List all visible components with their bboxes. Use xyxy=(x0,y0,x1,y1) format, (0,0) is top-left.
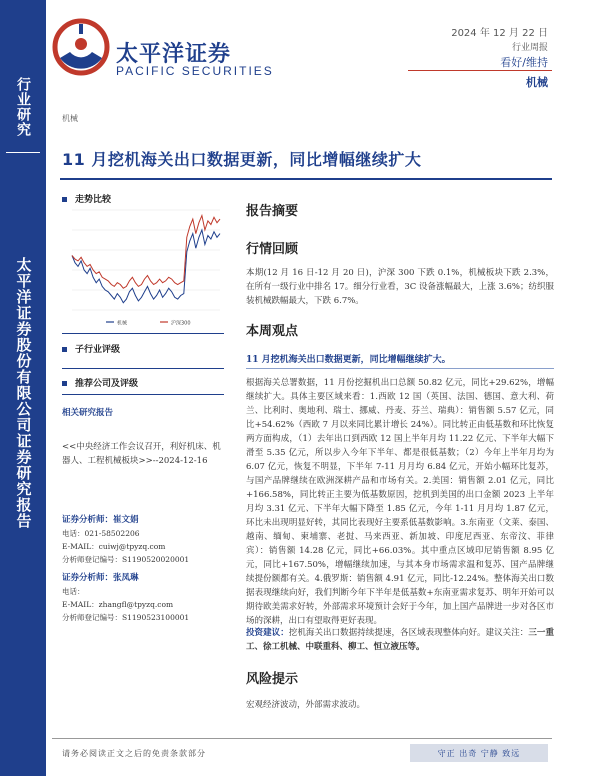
report-type: 行业周报 xyxy=(511,43,548,53)
logo-chinese-name: 太平洋证券 xyxy=(116,42,232,67)
left-divider xyxy=(62,394,224,395)
risk-heading: 风险提示 xyxy=(246,672,299,687)
analyst1-phone: 电话：021-58502206 xyxy=(62,529,140,538)
left-divider xyxy=(62,368,224,369)
rating-divider xyxy=(408,70,552,71)
sidebar-category: 行业研究 xyxy=(15,77,31,137)
analyst2-phone: 电话： xyxy=(62,587,85,596)
footer-divider xyxy=(52,738,552,739)
related-heading: 相关研究报告 xyxy=(62,408,114,418)
title-divider xyxy=(60,178,552,180)
chart-legend xyxy=(106,320,191,327)
recommend-label: 推荐公司及评级 xyxy=(75,379,139,389)
trend-chart xyxy=(62,204,224,329)
footer-disclaimer: 请务必阅读正文之后的免责条款部分 xyxy=(62,749,206,758)
legend-label-machinery: 机械 xyxy=(117,320,128,327)
sub-rating-heading xyxy=(62,342,120,355)
bullet-icon xyxy=(62,381,67,386)
market-heading: 行情回顾 xyxy=(246,242,299,257)
sidebar-company: 太平洋证券股份有限公司证券研究报告 xyxy=(14,257,33,529)
analyst1-name: 证券分析师：崔文娟 xyxy=(62,515,139,525)
trend-heading-label: 走势比较 xyxy=(75,195,112,205)
sub-rating-label: 子行业评级 xyxy=(75,345,121,355)
report-date: 2024 年 12 月 22 日 xyxy=(451,28,548,39)
risk-text: 宏观经济波动，外部需求波动。 xyxy=(246,700,366,710)
invest-text: 挖机海关出口数据持续提速，各区域表现整体向好。建议关注： xyxy=(288,628,529,638)
market-text: 本期(12 月 16 日-12 月 20 日)，沪深 300 下跌 0.1%，机械板块下跌 2.3%，在所有一级行业中排名 17。细分行业看，3C 设备涨幅最大，上涨 3.6%；纺织服装机械跌幅最大，下跌 6.7%。 xyxy=(246,268,554,306)
bullet-icon xyxy=(62,197,67,202)
invest-stocks: 三一重工、徐工机械、中联重科、柳工、恒立液压等。 xyxy=(246,628,554,652)
footer-motto: 守正 出奇 宁静 致远 xyxy=(410,744,548,762)
view-sub-divider xyxy=(246,368,554,369)
view-heading: 本周观点 xyxy=(246,324,299,339)
logo-english-name: PACIFIC SECURITIES xyxy=(116,64,274,78)
recommend-heading xyxy=(62,376,138,389)
view-text: 根据海关总署数据，11 月份挖掘机出口总额 50.82 亿元，同比+29.62%，增幅继续扩大。具体主要区域来看：1.西欧 12 国（英国、法国、德国、意大利、荷兰、比利时、奥地利、瑞士、挪威、丹麦、芬兰、瑞典）：销售额 5.57 亿元，同比+54.62%（西欧 7 月以来同比累计增长 24%）。同比转正由低基数和环比恢复两方面构成，（1）去年出口到西欧 12 国上半年月均 11.22 亿元、下半年大幅下滑至 5.35 亿元，所以步入今年下半年、都是很低基数；（2）今年上半年月均为 6.07 亿元，恢复不明显，下半年 7-11 月月均 6.84 亿元，开始小幅环比复苏，与国产品牌继续在欧洲深耕产品和市场有关。2.美国：销售额 2.01 亿元，同比+166.58%，同比转正主要为低基数原因，挖机到美国的出口金额 2023 上半年月均 3.31 亿元、下半年大幅下降至 1.85 亿元，今年 1-11 月月均 1.87 亿元，环比未出现明显好转，其同比表现好主要系低基数影响。3.东南亚（文莱、泰国、越南、缅甸、柬埔寨、老挝、马来西亚、新加坡、印度尼西亚、东帝汶、菲律宾）：销售额 14.28 亿元，同比+66.03%。其中重点区域印尼销售额 8.95 亿元，同比+167.50%，增幅继续加速，与其本身市场需求温和复苏、国产品牌继续提份额都有关。4.俄罗斯：销售额 4.91 亿元，同比-12.24%。整体海关出口数据表现继续向好，我们判断今年下半年是低基数+东南亚需求复苏、明年开始可以期待欧美需求好转，外部需求环境预计会好于今年，加上国产品牌进一步对各区市场的深耕，出口有望取得更好表现。 xyxy=(246,378,554,626)
sidebar-divider xyxy=(6,152,40,153)
analyst1-email[interactable]: E-MAIL：cuiwj@tpyzq.com xyxy=(62,542,166,551)
legend-label-hs300: 沪深300 xyxy=(171,320,191,327)
analyst1-cert: 分析师登记编号：S1190520020001 xyxy=(62,555,190,564)
bullet-icon xyxy=(62,347,67,352)
series-line-hs300 xyxy=(72,216,220,289)
company-logo-icon xyxy=(52,18,110,76)
view-subheading: 11 月挖机海关出口数据更新，同比增幅继续扩大。 xyxy=(246,355,451,365)
summary-heading: 报告摘要 xyxy=(246,204,299,219)
analyst2-name: 证券分析师：张凤琳 xyxy=(62,573,139,583)
industry-rating: 看好/维持 xyxy=(500,56,548,69)
left-sidebar xyxy=(0,0,46,776)
invest-label: 投资建议： xyxy=(246,628,289,638)
invest-advice xyxy=(246,626,554,654)
series-line-machinery xyxy=(72,230,220,303)
industry-name: 机械 xyxy=(526,76,548,89)
analyst2-email[interactable]: E-MAIL：zhangfl@tpyzq.com xyxy=(62,600,174,609)
sector-label: 机械 xyxy=(62,114,78,123)
analyst2-cert: 分析师登记编号：S1190523100001 xyxy=(62,613,190,622)
left-divider xyxy=(62,333,224,334)
page-title: 11 月挖机海关出口数据更新，同比增幅继续扩大 xyxy=(62,150,422,169)
related-report-link[interactable]: <<中央经济工作会议召开，利好机床、机器人、工程机械板块>>--2024-12-16 xyxy=(62,442,221,466)
